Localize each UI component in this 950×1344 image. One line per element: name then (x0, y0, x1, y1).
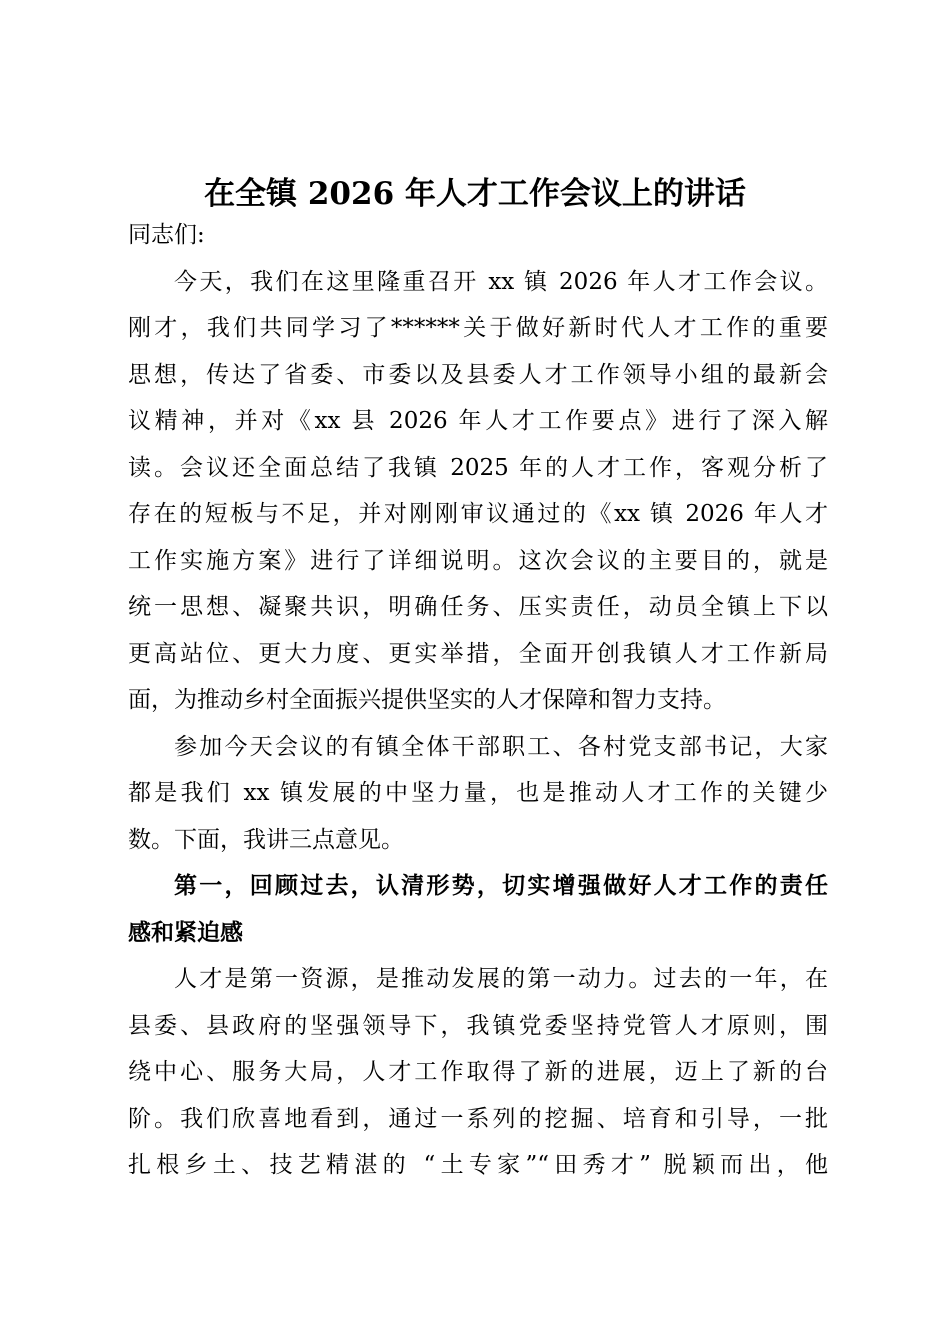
section-heading: 第一，回顾过去，认清形势，切实增强做好人才工作的责任 (174, 872, 828, 899)
body-line: 都是我们 xx 镇发展的中坚力量，也是推动人才工作的关键少 (128, 780, 828, 806)
body-line: 更高站位、更大力度、更实举措，全面开创我镇人才工作新局 (128, 640, 828, 667)
body-line: 县委、县政府的坚强领导下，我镇党委坚持党管人才原则，围 (128, 1012, 828, 1039)
body-line: 扎根乡土、技艺精湛的 “土专家”“田秀才” 脱颖而出，他 (128, 1152, 828, 1178)
body-line: 议精神，并对《xx 县 2026 年人才工作要点》进行了深入解 (128, 408, 828, 434)
body-line: 读。会议还全面总结了我镇 2025 年的人才工作，客观分析了 (128, 454, 828, 481)
body-line: 人才是第一资源，是推动发展的第一动力。过去的一年，在 (174, 966, 828, 992)
document-title: 在全镇 2026 年人才工作会议上的讲话 (204, 176, 746, 212)
body-line: 阶。我们欣喜地看到，通过一系列的挖掘、培育和引导，一批 (128, 1105, 828, 1132)
body-line: 绕中心、服务大局，人才工作取得了新的进展，迈上了新的台 (128, 1059, 828, 1085)
body-line: 存在的短板与不足，并对刚刚审议通过的《xx 镇 2026 年人才 (128, 501, 828, 527)
document-body (128, 212, 828, 1189)
salutation: 同志们: (128, 222, 205, 248)
body-line: 刚才，我们共同学习了******关于做好新时代人才工作的重要 (128, 315, 828, 341)
body-line: 参加今天会议的有镇全体干部职工、各村党支部书记，大家 (174, 733, 828, 760)
section-heading: 感和紧迫感 (128, 918, 243, 946)
body-line: 面，为推动乡村全面振兴提供坚实的人才保障和智力支持。 (128, 687, 726, 713)
body-line: 今天，我们在这里隆重召开 xx 镇 2026 年人才工作会议。 (174, 268, 828, 295)
body-line: 数。下面，我讲三点意见。 (128, 826, 404, 853)
body-line: 工作实施方案》进行了详细说明。这次会议的主要目的，就是 (128, 547, 828, 574)
body-line: 思想，传达了省委、市委以及县委人才工作领导小组的最新会 (128, 361, 828, 388)
body-line: 统一思想、凝聚共识，明确任务、压实责任，动员全镇上下以 (128, 594, 828, 620)
